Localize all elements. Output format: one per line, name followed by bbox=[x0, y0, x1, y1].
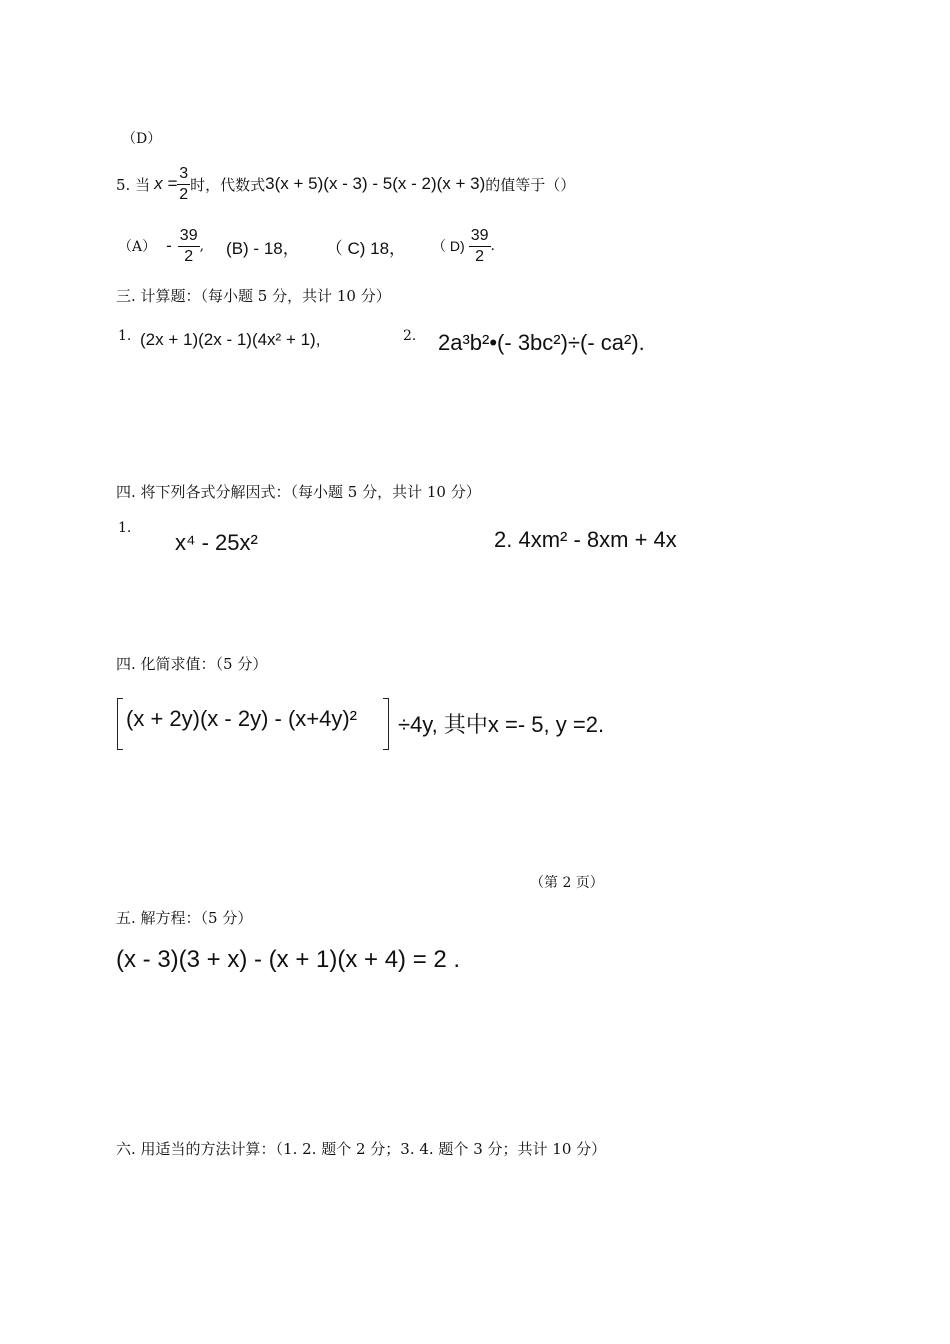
q5-x-equals: x = bbox=[154, 174, 178, 193]
q5-suffix: 的值等于（） bbox=[485, 175, 576, 194]
question-5 bbox=[116, 160, 575, 208]
q5-options bbox=[118, 222, 495, 270]
q5-mid: 时，代数式 bbox=[190, 175, 266, 194]
q5-fraction bbox=[177, 164, 190, 203]
left-square-bracket bbox=[117, 698, 123, 750]
section-4-problem-1-expression: x⁴ - 25x² bbox=[175, 530, 258, 555]
page-number: （第 2 页） bbox=[530, 875, 604, 891]
q5-prefix: 5. 当 bbox=[116, 175, 151, 194]
q5-option-c: （ C) 18， bbox=[325, 238, 407, 258]
section-3-problem-1-label: 1. bbox=[118, 328, 132, 344]
q5-option-a-den: 2 bbox=[184, 247, 194, 265]
q5-option-d-num: 39 bbox=[469, 226, 491, 246]
q5-option-a-sign: - bbox=[166, 236, 172, 255]
q5-option-d-den: 2 bbox=[475, 247, 485, 265]
q5-option-a-comma: , bbox=[199, 238, 205, 254]
section-4-problem-1-label: 1. bbox=[118, 520, 132, 536]
q5-option-d-fraction bbox=[469, 226, 491, 265]
q5-fraction-den: 2 bbox=[179, 185, 189, 203]
q5-option-d-label: （ D) bbox=[432, 238, 465, 254]
section-3-problem-2-label: 2. bbox=[403, 328, 417, 344]
section-4-problem-2-expression: 2. 4xm² - 8xm + 4x bbox=[494, 527, 677, 552]
q5-expression: 3(x + 5)(x - 3) - 5(x - 2)(x + 3) bbox=[265, 174, 486, 193]
q5-option-a-num: 39 bbox=[178, 226, 200, 246]
section-4-simplify-heading: 四. 化简求值：（5 分） bbox=[116, 655, 268, 673]
right-square-bracket bbox=[383, 698, 389, 750]
q5-option-a-label: （A） bbox=[118, 239, 157, 255]
section-6-heading: 六. 用适当的方法计算：（1. 2. 题个 2 分；3. 4. 题个 3 分；共计 10 分） bbox=[116, 1140, 607, 1158]
q5-option-d-end: . bbox=[490, 238, 495, 254]
section-5-equation: (x - 3)(3 + x) - (x + 1)(x + 4) = 2 . bbox=[116, 946, 461, 973]
section-3-heading: 三. 计算题：（每小题 5 分，共计 10 分） bbox=[116, 287, 391, 305]
q5-fraction-num: 3 bbox=[177, 164, 190, 184]
simplify-expression-inner: (x + 2y)(x - 2y) - (x+4y)² bbox=[126, 706, 358, 731]
q5-option-a-fraction bbox=[178, 226, 200, 265]
section-3-problem-2-expression: 2a³b²•(- 3bc²)÷(- ca²). bbox=[438, 330, 645, 355]
q5-option-b: (B) - 18， bbox=[226, 238, 300, 258]
option-d-label: （D） bbox=[122, 131, 162, 147]
section-3-problem-1-expression: (2x + 1)(2x - 1)(4x² + 1), bbox=[140, 330, 321, 349]
simplify-expression-tail: ÷4y, 其中x =- 5, y =2. bbox=[398, 712, 605, 737]
section-5-heading: 五. 解方程：（5 分） bbox=[116, 909, 253, 927]
section-4-factor-heading: 四. 将下列各式分解因式：（每小题 5 分，共计 10 分） bbox=[116, 483, 481, 501]
